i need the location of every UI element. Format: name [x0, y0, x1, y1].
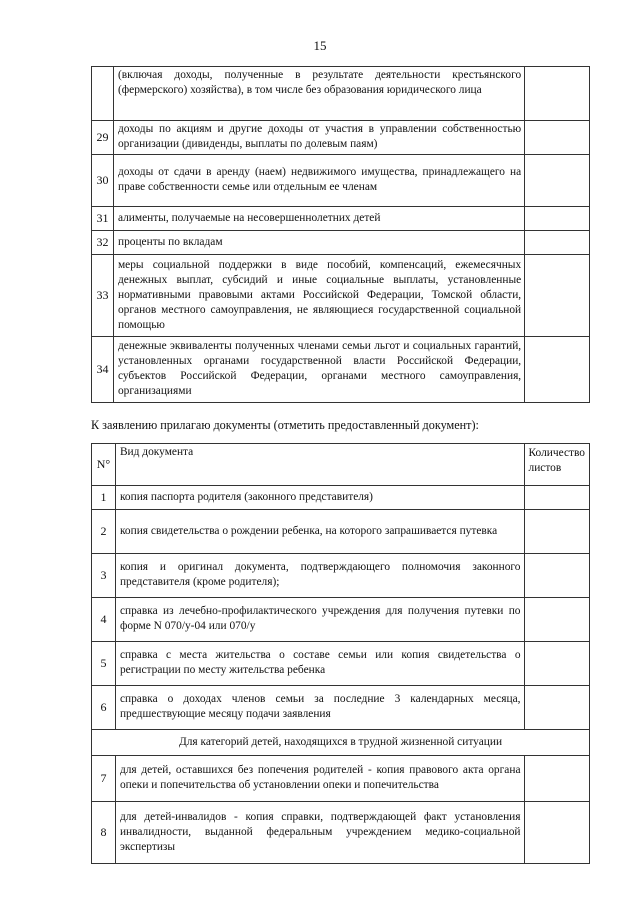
row-value-cell[interactable] — [524, 756, 589, 802]
table-row — [92, 802, 590, 864]
row-number — [92, 67, 114, 121]
row-number: 29 — [92, 121, 114, 155]
column-header-document-type: Вид документа — [115, 444, 524, 486]
table-row — [92, 155, 590, 207]
row-text: копия и оригинал документа, подтверждающего полномочия законного представителя (кроме родителя); — [115, 554, 524, 598]
section-heading-row — [92, 730, 590, 756]
row-number: 3 — [92, 554, 116, 598]
row-number: 2 — [92, 510, 116, 554]
table-row — [92, 231, 590, 255]
table-row — [92, 121, 590, 155]
row-text: копия паспорта родителя (законного представителя) — [115, 486, 524, 510]
row-number: 4 — [92, 598, 116, 642]
row-text: проценты по вкладам — [113, 231, 524, 255]
row-text: доходы от сдачи в аренду (наем) недвижимого имущества, принадлежащего на праве собственности семье или отдельным ее членам — [113, 155, 524, 207]
row-number: 5 — [92, 642, 116, 686]
table-row — [92, 255, 590, 337]
row-text: справка с места жительства о составе семьи или копия свидетельства о регистрации по месту жительства ребенка — [115, 642, 524, 686]
row-text: справка о доходах членов семьи за последние 3 календарных месяца, предшествующие месяцу подачи заявления — [115, 686, 524, 730]
row-number: 8 — [92, 802, 116, 864]
row-value-cell[interactable] — [525, 337, 590, 403]
row-value-cell[interactable] — [525, 255, 590, 337]
table-row — [92, 756, 590, 802]
row-number: 30 — [92, 155, 114, 207]
row-text: копия свидетельства о рождении ребенка, на которого запрашивается путевка — [115, 510, 524, 554]
table-row — [92, 67, 590, 121]
row-value-cell[interactable] — [524, 486, 589, 510]
row-text: доходы по акциям и другие доходы от участия в управлении собственностью организации (дивиденды, выплаты по долевым паям) — [113, 121, 524, 155]
table-row — [92, 598, 590, 642]
row-value-cell[interactable] — [524, 686, 589, 730]
income-table — [91, 66, 590, 403]
table-row — [92, 554, 590, 598]
row-value-cell[interactable] — [524, 598, 589, 642]
table-row — [92, 486, 590, 510]
row-text: меры социальной поддержки в виде пособий, компенсаций, ежемесячных денежных выплат, субсидий и иные социальные выплаты, установленные нормативными правовыми актами Российской Федерации, Томской области, органов местного самоуправления, не являющиеся государственной социальной помощью — [113, 255, 524, 337]
table-row — [92, 337, 590, 403]
table-row — [92, 642, 590, 686]
row-number: 1 — [92, 486, 116, 510]
row-value-cell[interactable] — [524, 510, 589, 554]
table-row — [92, 510, 590, 554]
row-text: справка из лечебно-профилактического учреждения для получения путевки по форме N 070/у-04 или 070/у — [115, 598, 524, 642]
row-number: 32 — [92, 231, 114, 255]
column-header-number: N° — [92, 444, 116, 486]
row-number: 34 — [92, 337, 114, 403]
table-row — [92, 686, 590, 730]
row-value-cell[interactable] — [524, 642, 589, 686]
row-text: алименты, получаемые на несовершеннолетних детей — [113, 207, 524, 231]
row-value-cell[interactable] — [524, 802, 589, 864]
row-number: 6 — [92, 686, 116, 730]
documents-table — [91, 443, 590, 864]
row-value-cell[interactable] — [525, 207, 590, 231]
row-value-cell[interactable] — [525, 121, 590, 155]
row-number: 7 — [92, 756, 116, 802]
page-number: 15 — [313, 38, 327, 53]
row-text: для детей, оставшихся без попечения родителей - копия правового акта органа опеки и попечительства об установлении опеки и попечительства — [115, 756, 524, 802]
section-heading: Для категорий детей, находящихся в трудной жизненной ситуации — [92, 730, 590, 756]
row-value-cell[interactable] — [524, 554, 589, 598]
row-number: 33 — [92, 255, 114, 337]
row-text: для детей-инвалидов - копия справки, подтверждающей факт установления инвалидности, выданной федеральным учреждением медико-социальной экспертизы — [115, 802, 524, 864]
table-row — [92, 207, 590, 231]
row-value-cell[interactable] — [525, 67, 590, 121]
row-text: (включая доходы, полученные в результате деятельности крестьянского (фермерского) хозяйства), в том числе без образования юридического лица — [113, 67, 524, 121]
column-header-sheet-count: Количество листов — [524, 444, 589, 486]
row-value-cell[interactable] — [525, 231, 590, 255]
row-number: 31 — [92, 207, 114, 231]
row-value-cell[interactable] — [525, 155, 590, 207]
row-text: денежные эквиваленты полученных членами семьи льгот и социальных гарантий, установленных органами государственной власти Российской Федерации, субъектов Российской Федерации, органами местного самоуправления, организациями — [113, 337, 524, 403]
table-header-row — [92, 444, 590, 486]
documents-caption: К заявлению прилагаю документы (отметить предоставленный документ): — [91, 418, 479, 432]
